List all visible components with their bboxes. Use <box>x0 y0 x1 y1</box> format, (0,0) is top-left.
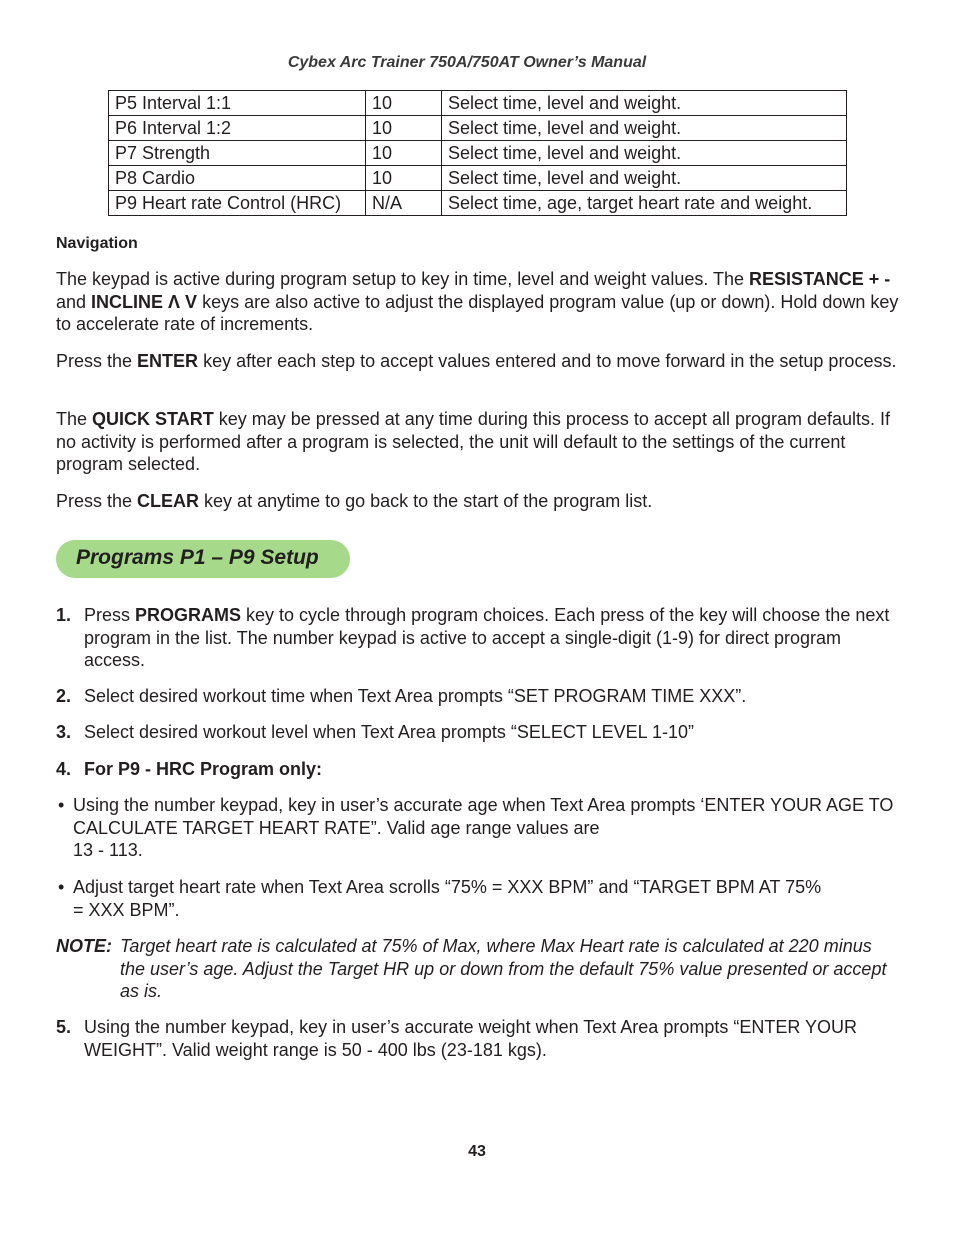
levels-cell: 10 <box>366 141 442 166</box>
step-number: 3. <box>56 722 72 742</box>
program-name-cell: P7 Strength <box>109 141 366 166</box>
step-number: 4. <box>56 759 72 779</box>
step-number: 1. <box>56 605 72 625</box>
program-table <box>108 90 847 216</box>
levels-cell: 10 <box>366 116 442 141</box>
levels-cell: N/A <box>366 191 442 216</box>
step-number: 2. <box>56 686 72 706</box>
text-run: Press <box>84 605 136 625</box>
table-row <box>109 141 847 166</box>
program-name-cell: P6 Interval 1:2 <box>109 116 366 141</box>
step-text: For P9 - HRC Program only: <box>84 759 323 779</box>
text-run: keys are also active to adjust the displayed program value (up or down). Hold down key to accelerate rate of increments. <box>56 291 899 334</box>
step-text: Using the number keypad, key in user’s accurate weight when Text Area prompts “ENTER YOUR WEIGHT”. Valid weight range is 50 - 400 lbs (23-181 kgs). <box>84 1017 858 1060</box>
text-run: key after each step to accept values entered and to move forward in the setup process. <box>198 351 897 371</box>
section-title: Programs P1 – P9 Setup <box>76 546 319 569</box>
bullet-item <box>58 794 908 862</box>
step-text <box>84 604 906 672</box>
table-row <box>109 166 847 191</box>
clear-paragraph <box>56 490 906 513</box>
setup-step <box>56 758 906 781</box>
text-run: key at anytime to go back to the start of the program list. <box>199 491 653 511</box>
enter-key-label: ENTER <box>137 351 199 371</box>
setup-step <box>56 721 906 744</box>
section-heading-pill <box>56 540 350 578</box>
description-cell: Select time, level and weight. <box>442 116 847 141</box>
bullet-icon: • <box>58 877 65 897</box>
step-text: Select desired workout time when Text Area prompts “SET PROGRAM TIME XXX”. <box>84 686 747 706</box>
bullet-item <box>58 876 908 921</box>
program-name-cell: P9 Heart rate Control (HRC) <box>109 191 366 216</box>
incline-key-label: INCLINE Λ V <box>91 291 198 312</box>
keypad-paragraph <box>56 268 906 336</box>
bullet-text <box>73 794 908 862</box>
text-run: key may be pressed at any time during this process to accept all program defaults. If no activity is performed after a program is selected, the unit will default to the settings of the current program selected. <box>56 409 891 474</box>
resistance-key-label: RESISTANCE + - <box>749 269 891 289</box>
setup-step <box>56 685 906 708</box>
text-run: The keypad is active during program setup to key in time, level and weight values. The <box>56 269 750 289</box>
note-label: NOTE: <box>56 936 112 956</box>
table-row <box>109 116 847 141</box>
text-run: key to cycle through program choices. Each press of the key will choose the next program in the list. The number keypad is active to accept a single-digit (1-9) for direct program access. <box>84 605 890 670</box>
page-number: 43 <box>468 1143 486 1160</box>
setup-step <box>56 604 906 672</box>
program-name-cell: P8 Cardio <box>109 166 366 191</box>
note-block <box>56 935 906 1003</box>
text-run: Using the number keypad, key in user’s accurate age when Text Area prompts ‘ENTER YOUR AGE TO CALCULATE TARGET HEART RATE”. Valid age range values are <box>73 795 894 838</box>
running-header: Cybex Arc Trainer 750A/750AT Owner’s Manual <box>287 54 647 71</box>
levels-cell: 10 <box>366 91 442 116</box>
step-text: Select desired workout level when Text Area prompts “SELECT LEVEL 1-10” <box>84 722 694 742</box>
bullet-text: Adjust target heart rate when Text Area scrolls “75% = XXX BPM” and “TARGET BPM AT 75% = XXX BPM”. <box>73 877 822 920</box>
setup-step <box>56 1016 906 1061</box>
navigation-heading: Navigation <box>56 235 138 252</box>
quick-start-paragraph <box>56 408 906 476</box>
quick-start-key-label: QUICK START <box>92 409 214 429</box>
programs-key-label: PROGRAMS <box>135 605 242 625</box>
text-run: 13 - 113. <box>73 840 143 860</box>
description-cell: Select time, level and weight. <box>442 141 847 166</box>
enter-paragraph <box>56 350 906 373</box>
levels-cell: 10 <box>366 166 442 191</box>
step-number: 5. <box>56 1017 72 1037</box>
table-row <box>109 191 847 216</box>
text-run: and <box>56 291 92 312</box>
note-text: Target heart rate is calculated at 75% of Max, where Max Heart rate is calculated at 220 minus the user’s age. Adjust the Target HR up or down from the default 75% value presented or accept as is. <box>120 936 887 1001</box>
text-run: The <box>56 409 93 429</box>
text-run: Press the <box>56 351 138 371</box>
description-cell: Select time, age, target heart rate and weight. <box>442 191 847 216</box>
program-name-cell: P5 Interval 1:1 <box>109 91 366 116</box>
clear-key-label: CLEAR <box>137 491 200 511</box>
bullet-icon: • <box>58 795 65 815</box>
text-run: Press the <box>56 491 138 511</box>
table-row <box>109 91 847 116</box>
description-cell: Select time, level and weight. <box>442 166 847 191</box>
description-cell: Select time, level and weight. <box>442 91 847 116</box>
